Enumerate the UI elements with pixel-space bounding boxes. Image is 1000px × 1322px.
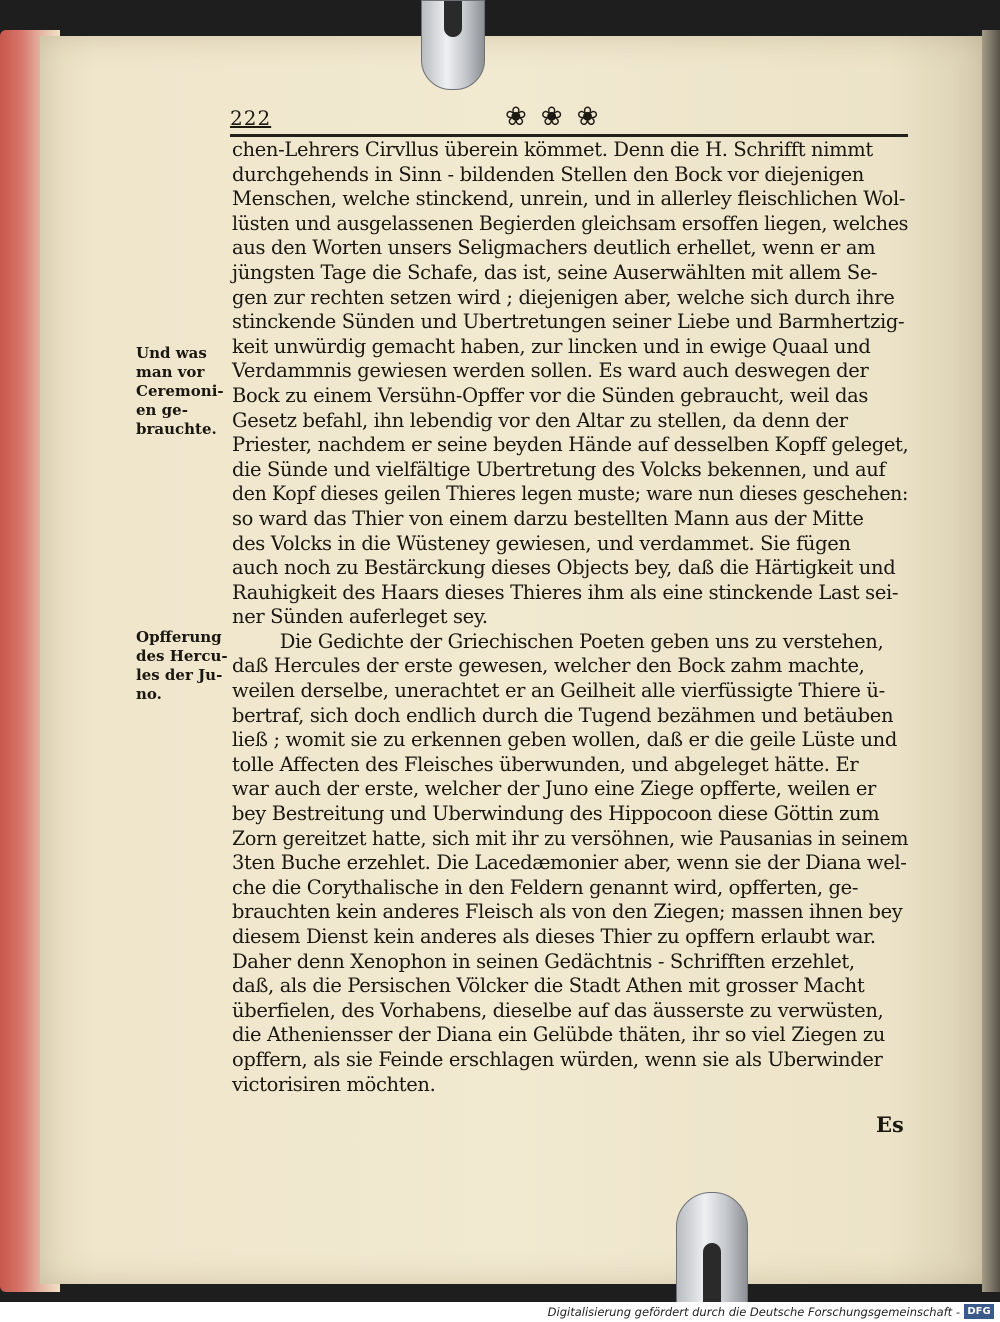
text-line: 3ten Buche erzehlet. Die Lacedæmonier aber, wenn sie der Diana wel- bbox=[232, 851, 907, 875]
margin-note-ceremonies bbox=[136, 344, 228, 439]
text-line: daß, als die Persischen Völcker die Stadt Athen mit grosser Macht bbox=[232, 974, 865, 998]
text-line: war auch der erste, welcher der Juno eine Ziege opfferte, weilen er bbox=[232, 777, 876, 801]
text-line: die Atheniensser der Diana ein Gelübde thäten, ihr so viel Ziegen zu bbox=[232, 1023, 885, 1047]
text-line: Daher denn Xenophon in seinen Gedächtnis - Schrifften erzehlet, bbox=[232, 949, 855, 973]
margin-note-hercules bbox=[136, 628, 228, 704]
text-line: che die Corythalische in den Feldern genannt wird, opfferten, ge- bbox=[232, 875, 859, 899]
text-line: bey Bestreitung und Uberwindung des Hippocoon diese Göttin zum bbox=[232, 802, 880, 826]
header-ornament: ❀❀❀ bbox=[505, 102, 613, 132]
text-line: gen zur rechten setzen wird ; diejenigen aber, welche sich durch ihre bbox=[232, 285, 895, 309]
text-line: auch noch zu Bestärckung dieses Objects bey, daß die Härtigkeit und bbox=[232, 556, 896, 580]
text-line: Bock zu einem Versühn-Opffer vor die Sünden gebraucht, weil das bbox=[232, 383, 869, 407]
footer-credit: Digitalisierung gefördert durch die Deutsche Forschungsgemeinschaft - bbox=[547, 1305, 960, 1319]
text-line: des Volcks in die Wüsteney gewiesen, und verdammet. Sie fügen bbox=[232, 531, 851, 555]
text-line: victorisiren möchten. bbox=[232, 1072, 436, 1096]
text-line: Zorn gereitzet hatte, sich mit ihr zu versöhnen, wie Pausanias in seinem bbox=[232, 826, 909, 850]
text-line: Gesetz befahl, ihn lebendig vor den Altar zu stellen, da denn der bbox=[232, 408, 848, 432]
margin-note-line: man vor bbox=[136, 363, 205, 381]
text-line: Priester, nachdem er seine beyden Hände auf desselben Kopff geleget, bbox=[232, 433, 909, 457]
text-line: überfielen, des Vorhabens, dieselbe auf das äusserste zu verwüsten, bbox=[232, 998, 884, 1022]
text-line: Menschen, welche stinckend, unrein, und in allerley fleischlichen Wol- bbox=[232, 187, 906, 211]
text-line: diesem Dienst kein anderes als dieses Thier zu opffern erlaubt war. bbox=[232, 925, 876, 948]
text-line: jüngsten Tage die Schafe, das ist, seine Auserwählten mit allem Se- bbox=[232, 260, 878, 284]
header-rule bbox=[230, 134, 908, 137]
dfg-logo: DFG bbox=[964, 1304, 994, 1319]
body-text bbox=[232, 138, 912, 1097]
text-line: stinckende Sünden und Ubertretungen seiner Liebe und Barmhertzig- bbox=[232, 310, 905, 334]
footer-bar bbox=[0, 1302, 1000, 1322]
text-line: Die Gedichte der Griechischen Poeten geben uns zu verstehen, bbox=[279, 629, 884, 653]
text-line: durchgehends in Sinn - bildenden Stellen den Bock vor diejenigen bbox=[232, 162, 864, 186]
text-line: Rauhigkeit des Haars dieses Thieres ihm als eine stinckende Last sei- bbox=[232, 580, 899, 604]
margin-note-line: Ceremoni- bbox=[136, 382, 224, 400]
text-line: so ward das Thier von einem darzu bestellten Mann aus der Mitte bbox=[232, 506, 864, 530]
book-gutter bbox=[982, 30, 1000, 1292]
catchword: Es bbox=[876, 1112, 904, 1137]
text-line: chen-Lehrers Cirvllus überein kömmet. Denn die H. Schrifft nimmt bbox=[232, 138, 873, 161]
text-line: keit unwürdig gemacht haben, zur lincken und in ewige Quaal und bbox=[232, 334, 871, 358]
margin-note-line: Und was bbox=[136, 344, 207, 362]
text-line: Verdammnis gewiesen werden sollen. Es ward auch deswegen der bbox=[232, 359, 869, 383]
text-line: aus den Worten unsers Seligmachers deutlich erhellet, wenn er am bbox=[232, 236, 876, 260]
text-line: ner Sünden auferleget sey. bbox=[232, 605, 488, 629]
text-line: weilen derselbe, unerachtet er an Geilheit alle vierfüssigte Thiere ü- bbox=[232, 679, 885, 703]
page-number: 222 bbox=[230, 106, 272, 130]
margin-note-line: en ge- bbox=[136, 401, 188, 419]
text-line: bertraf, sich doch endlich durch die Tugend bezähmen und betäuben bbox=[232, 703, 894, 727]
margin-note-line: les der Ju- bbox=[136, 666, 223, 684]
page-clip-bottom bbox=[676, 1192, 748, 1304]
text-line: opffern, als sie Feinde erschlagen würden, wenn sie als Uberwinder bbox=[232, 1047, 883, 1071]
margin-note-line: no. bbox=[136, 685, 162, 703]
text-line: die Sünde und vielfältige Ubertretung des Volcks bekennen, und auf bbox=[232, 457, 886, 481]
text-line: tolle Affecten des Fleisches überwunden, und abgeleget hätte. Er bbox=[232, 752, 859, 776]
page-clip-top bbox=[421, 0, 485, 90]
text-line: lüsten und ausgelassenen Begierden gleichsam ersoffen liegen, welches bbox=[232, 211, 909, 235]
margin-note-line: Opfferung bbox=[136, 628, 222, 646]
margin-note-line: brauchte. bbox=[136, 420, 217, 438]
text-line: ließ ; womit sie zu erkennen geben wollen, daß er die geile Lüste und bbox=[232, 728, 897, 752]
text-line: den Kopf dieses geilen Thieres legen muste; ware nun dieses geschehen: bbox=[232, 482, 908, 506]
text-line: daß Hercules der erste gewesen, welcher den Bock zahm machte, bbox=[232, 654, 865, 678]
margin-note-line: des Hercu- bbox=[136, 647, 228, 665]
text-line: brauchten kein anderes Fleisch als von den Ziegen; massen ihnen bey bbox=[232, 900, 903, 924]
